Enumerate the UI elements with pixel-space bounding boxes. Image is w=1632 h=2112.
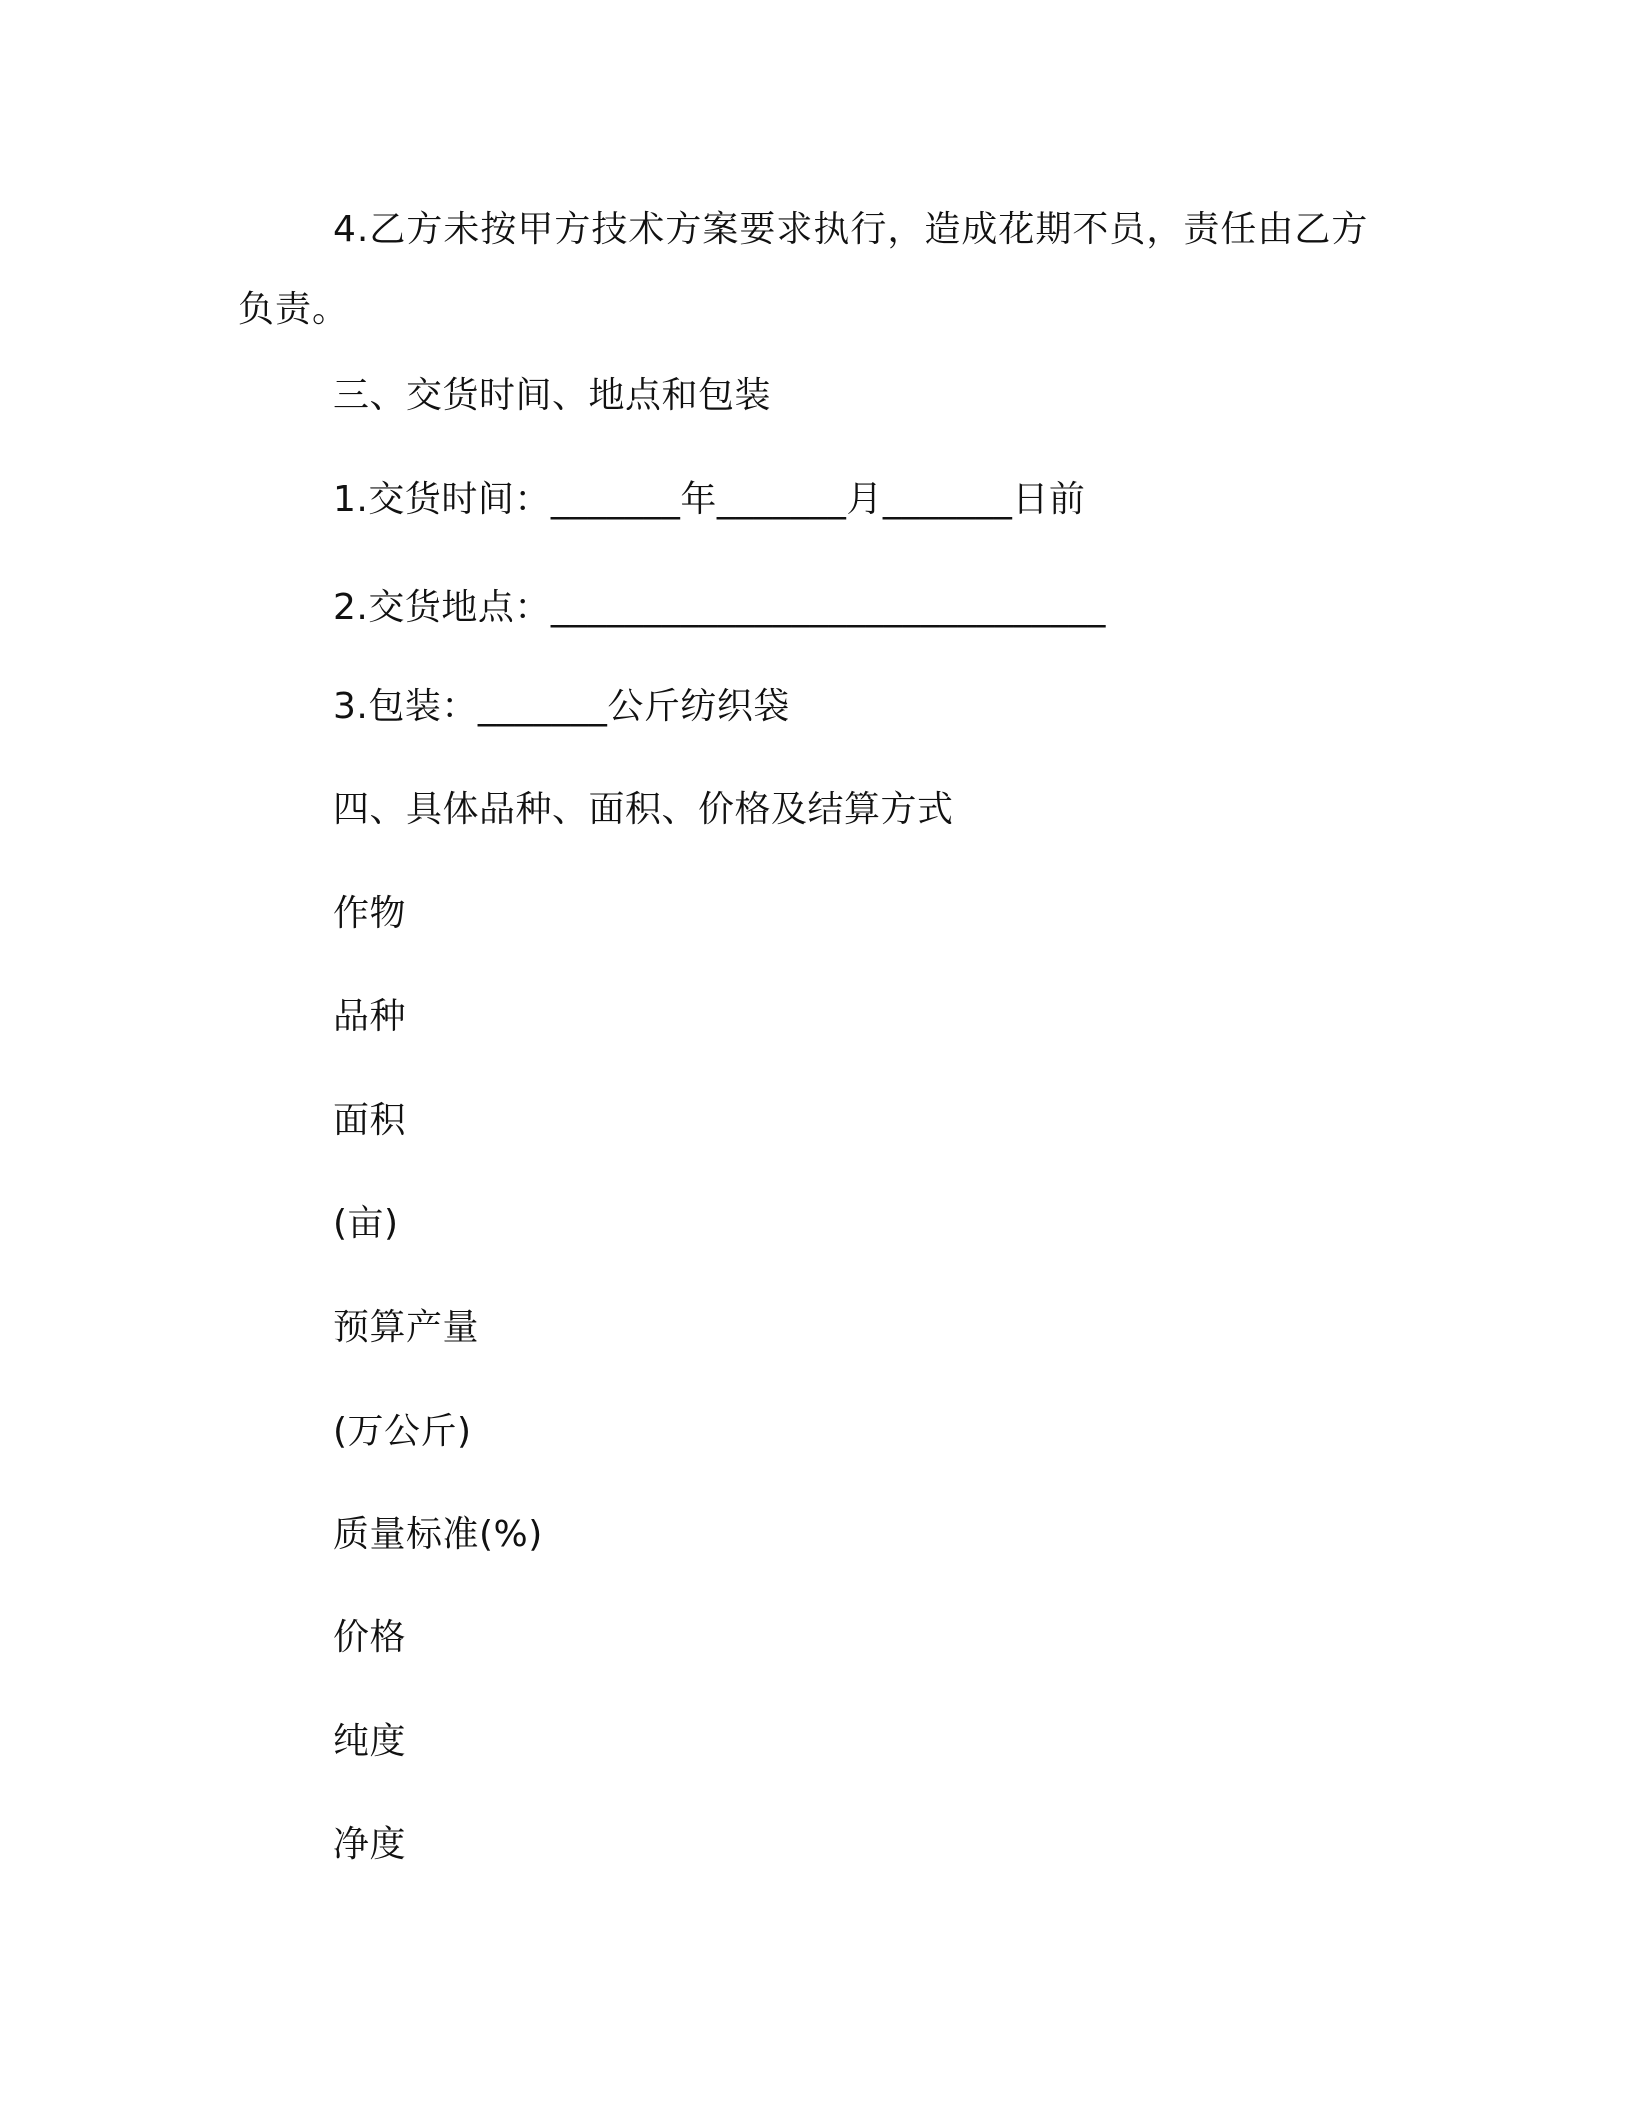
table-label-crop: 作物 — [333, 893, 407, 934]
table-label-variety: 品种 — [333, 996, 407, 1037]
table-label-area-unit: (亩) — [333, 1203, 399, 1244]
packaging-line: 3.包装：_______公斤纺织袋 — [333, 686, 790, 727]
section-3-heading: 三、交货时间、地点和包装 — [333, 375, 772, 416]
section-4-heading: 四、具体品种、面积、价格及结算方式 — [333, 789, 954, 830]
delivery-time-line: 1.交货时间：_______年_______月_______日前 — [333, 479, 1086, 520]
table-label-area: 面积 — [333, 1100, 407, 1141]
delivery-place-line: 2.交货地点：______________________________ — [333, 587, 1106, 628]
table-label-purity: 纯度 — [333, 1721, 407, 1762]
table-label-estimated-yield: 预算产量 — [333, 1307, 480, 1348]
table-label-cleanliness: 净度 — [333, 1824, 407, 1865]
table-label-yield-unit: (万公斤) — [333, 1411, 472, 1452]
table-label-price: 价格 — [333, 1617, 407, 1658]
table-label-quality-standard: 质量标准(%) — [333, 1514, 543, 1555]
clause-4-paragraph: 4.乙方未按甲方技术方案要求执行，造成花期不员，责任由乙方负责。 — [238, 209, 1369, 330]
